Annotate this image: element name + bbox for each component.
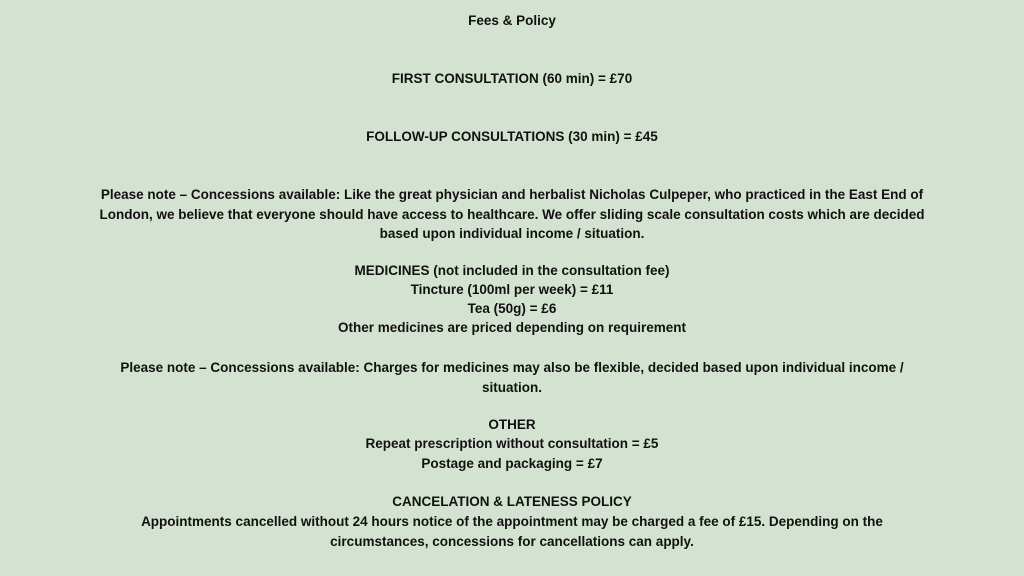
cancellation-policy-text: Appointments cancelled without 24 hours notice of the appointment may be charged a fee of £15. Depending on the circumstances, concessions for cancellations can apply. [141,514,883,549]
other-heading: OTHER [488,417,536,432]
follow-up-consultation-fee: FOLLOW-UP CONSULTATIONS (30 min) = £45 [366,129,658,144]
repeat-prescription-fee: Repeat prescription without consultation = £5 [365,436,659,451]
tincture-price: Tincture (100ml per week) = £11 [410,282,614,297]
first-consultation-fee: FIRST CONSULTATION (60 min) = £70 [391,71,633,86]
consultation-concessions-note: Please note – Concessions available: Like the great physician and herbalist Nicholas Culpeper, who practiced in the East End of London, we believe that everyone should have access to healthcare. We offer sliding scale consultation costs which are decided based upon individual income / situation. [99,187,925,241]
page-title: Fees & Policy [468,13,556,28]
cancellation-heading: CANCELATION & LATENESS POLICY [392,494,632,509]
other-medicines-note: Other medicines are priced depending on requirement [337,320,687,335]
tea-price: Tea (50g) = £6 [467,301,557,316]
medicines-concessions-note: Please note – Concessions available: Charges for medicines may also be flexible, decided based upon individual income / situation. [120,360,904,395]
medicines-heading: MEDICINES (not included in the consultation fee) [354,263,670,278]
postage-packaging-fee: Postage and packaging = £7 [421,456,603,471]
